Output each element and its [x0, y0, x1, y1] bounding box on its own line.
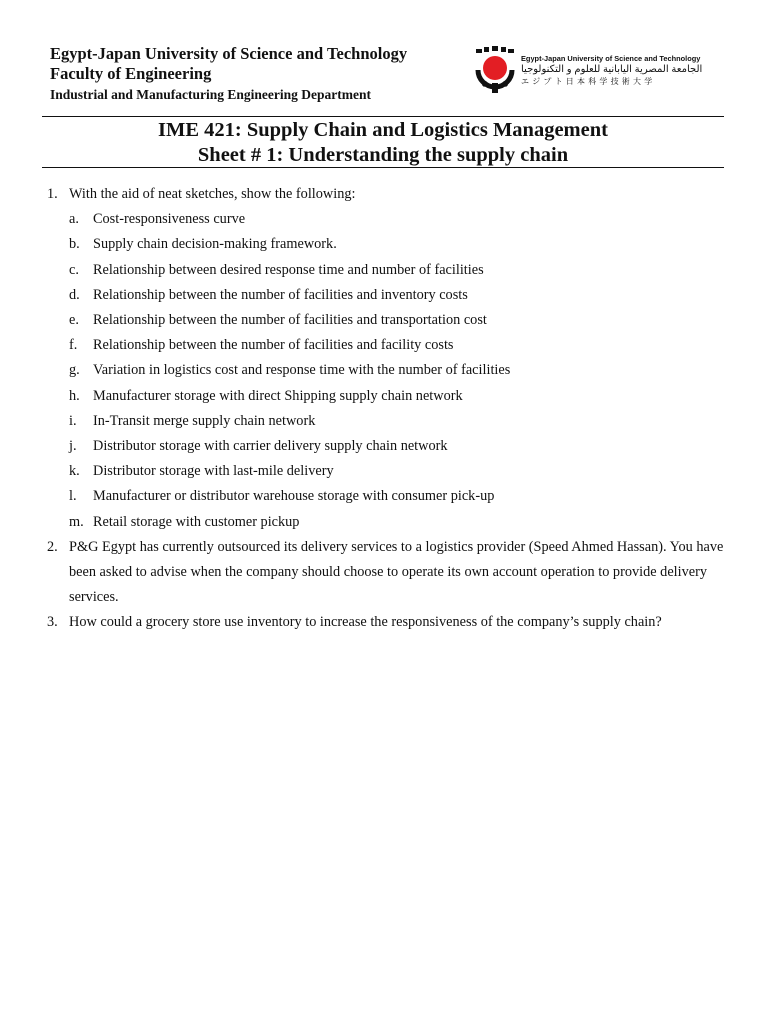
- sub-item: [69, 434, 727, 459]
- course-title: IME 421: Supply Chain and Logistics Management: [158, 119, 608, 141]
- sub-item-text: Variation in logistics cost and response time with the number of facilities: [93, 362, 511, 379]
- sub-item-letter: b.: [69, 236, 80, 253]
- sub-item: [69, 333, 727, 358]
- sub-item: [69, 358, 727, 383]
- sub-item-text: Relationship between the number of facilities and facility costs: [93, 337, 454, 354]
- sub-item-letter: l.: [69, 488, 77, 505]
- sub-item: [69, 459, 727, 484]
- sub-item-text: Cost-responsiveness curve: [93, 211, 246, 228]
- sub-item-text: Relationship between the number of facilities and inventory costs: [93, 286, 468, 303]
- sub-item-letter: f.: [69, 337, 78, 354]
- question-1: [47, 182, 727, 207]
- sub-item: [69, 484, 727, 509]
- sub-item-letter: a.: [69, 211, 79, 228]
- question-text: How could a grocery store use inventory to increase the responsiveness of the company’s supply chain?: [69, 614, 662, 631]
- sub-item-letter: j.: [69, 438, 77, 455]
- top-divider: [42, 116, 724, 117]
- ejust-logo-icon: [474, 46, 516, 94]
- sub-item-text: Distributor storage with last-mile delivery: [93, 463, 334, 480]
- department-name: Industrial and Manufacturing Engineering Department: [50, 87, 372, 102]
- faculty-name: Faculty of Engineering: [50, 64, 212, 83]
- sheet-title: Sheet # 1: Understanding the supply chain: [197, 144, 569, 166]
- sub-item: [69, 409, 727, 434]
- university-logo: [474, 46, 714, 98]
- question-text: With the aid of neat sketches, show the following:: [69, 186, 356, 202]
- question-2: [47, 535, 727, 611]
- sub-item: [69, 308, 727, 333]
- question-text: P&G Egypt has currently outsourced its delivery services to a logistics provider (Speed Ahmed Hassan). You have been asked to advise when the company should choose to operate its own account operation to provide delivery services.: [69, 538, 724, 606]
- sub-item-text: Distributor storage with carrier delivery supply chain network: [93, 438, 448, 455]
- sub-item-text: Retail storage with customer pickup: [93, 513, 300, 530]
- question-number: 1.: [47, 186, 58, 202]
- sub-item-text: Manufacturer or distributor warehouse storage with consumer pick-up: [93, 488, 495, 505]
- sub-item: [69, 283, 727, 308]
- sub-item-letter: h.: [69, 387, 80, 404]
- question-number: 2.: [47, 538, 58, 555]
- sub-item-letter: d.: [69, 286, 80, 303]
- bottom-divider: [42, 167, 724, 168]
- logo-name-jp: エジプト日本科学技術大学: [521, 77, 656, 86]
- sub-item-letter: e.: [69, 312, 79, 329]
- logo-name-ar: الجامعة المصرية اليابانية للعلوم و التكنولوجيا: [521, 64, 703, 75]
- sub-item-letter: i.: [69, 412, 77, 429]
- sub-item: [69, 207, 727, 232]
- question-3: [47, 610, 727, 635]
- university-name: Egypt-Japan University of Science and Technology: [50, 44, 408, 63]
- logo-name-en: Egypt-Japan University of Science and Technology: [521, 54, 701, 63]
- sub-item-text: Manufacturer storage with direct Shipping supply chain network: [93, 387, 463, 404]
- sub-item: [69, 510, 727, 535]
- sub-item-text: In-Transit merge supply chain network: [93, 412, 316, 429]
- sub-item: [69, 232, 727, 257]
- question-1-subitems: [69, 207, 727, 535]
- sub-item-letter: k.: [69, 463, 80, 480]
- sub-item-text: Relationship between the number of facilities and transportation cost: [93, 312, 487, 329]
- sub-item: [69, 384, 727, 409]
- sub-item-letter: m.: [69, 513, 84, 530]
- sub-item-text: Supply chain decision-making framework.: [93, 236, 337, 253]
- sheet-title-block: [42, 118, 724, 168]
- sub-item-letter: g.: [69, 362, 80, 379]
- questions-list: [47, 182, 727, 636]
- sub-item-text: Relationship between desired response time and number of facilities: [93, 261, 484, 278]
- sub-item-letter: c.: [69, 261, 79, 278]
- sub-item: [69, 258, 727, 283]
- institution-header: [50, 44, 407, 104]
- logo-text: [521, 54, 702, 87]
- question-number: 3.: [47, 614, 58, 631]
